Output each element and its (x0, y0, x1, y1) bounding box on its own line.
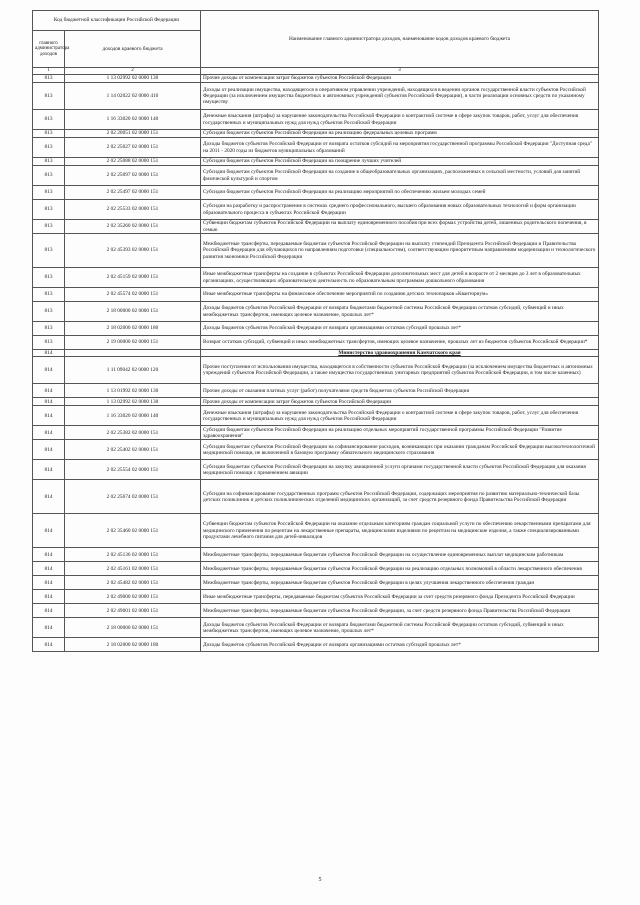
revenue-code-cell: 2 02 35260 02 0000 151 (65, 220, 201, 234)
admin-code-cell: 813 (33, 200, 65, 220)
admin-code-cell: 813 (33, 130, 65, 138)
admin-code-cell: 814 (33, 514, 65, 548)
admin-code-cell: 813 (33, 75, 65, 83)
admin-code-cell: 814 (33, 618, 65, 638)
revenue-name-cell: Субсидии бюджетам субъектов Российской Федерации на закупку авиационной услуги органами государственной власти субъектов Российской Федерации для оказания медицинской помощи с применением авиации (201, 460, 599, 480)
revenue-code-cell: 2 19 00000 02 0000 151 (65, 336, 201, 350)
header-name-column: Наименование главного администратора доходов, наименование кодов доходов краевого бюджета (201, 11, 599, 68)
revenue-code-cell (65, 350, 201, 357)
table-row (33, 234, 599, 268)
revenue-name-cell: Межбюджетные трансферты, передаваемые бюджетам субъектов Российской Федерации в целях улучшения лекарственного обеспечения граждан (201, 576, 599, 590)
revenue-name-cell: Прочие доходы от оказания платных услуг (работ) получателями средств бюджетов субъектов Российской Федерации (201, 384, 599, 398)
admin-code-cell: 814 (33, 357, 65, 384)
revenue-name-cell: Иные межбюджетные трансферты, передаваемые бюджетам субъектов Российской Федерации за счет средств резервного фонда Президента Российской Федерации (201, 590, 599, 604)
revenue-code-cell: 1 14 02022 02 0000 410 (65, 83, 201, 110)
admin-code-cell: 814 (33, 384, 65, 398)
revenue-name-cell: Субвенции бюджетам субъектов Российской Федерации на оказание отдельным категориям граждан социальной услуги по обеспечению лекарственными препаратами для медицинского применения по рецептам на лекарственные препараты, медицинскими изделиями по рецептам на медицинские изделия, а также специализированными продуктами лечебного питания для детей-инвалидов (201, 514, 599, 548)
table-row (33, 166, 599, 186)
table-row (33, 460, 599, 480)
revenue-name-cell: Прочие доходы от компенсации затрат бюджетов субъектов Российской Федерации (201, 398, 599, 406)
table-row (33, 186, 599, 200)
revenue-code-cell: 2 02 25097 02 0000 151 (65, 166, 201, 186)
revenue-name-cell: Доходы от реализации имущества, находящегося в оперативном управлении учреждений, находящихся в ведении органов государственной власти субъектов Российской Федерации (за исключением имущества бюджетных и автономных учреждений субъектов Российской Федерации), в части реализации основных средств по указанному имуществу (201, 83, 599, 110)
column-number: 1 (33, 68, 65, 75)
revenue-code-cell: 2 02 49001 02 0000 151 (65, 604, 201, 618)
revenue-code-cell: 1 16 33020 02 0000 140 (65, 110, 201, 130)
table-row (33, 548, 599, 562)
revenue-name-cell: Доходы бюджетов субъектов Российской Федерации от возврата организациями остатков субсидий прошлых лет* (201, 638, 599, 652)
admin-code-cell: 814 (33, 638, 65, 652)
admin-code-cell: 814 (33, 440, 65, 460)
revenue-code-cell: 2 02 25554 02 0000 151 (65, 460, 201, 480)
table-row (33, 562, 599, 576)
table-row (33, 638, 599, 652)
revenue-code-cell: 2 02 25674 02 0000 151 (65, 480, 201, 514)
revenue-code-cell: 2 18 00000 02 0000 151 (65, 302, 201, 322)
admin-code-cell: 814 (33, 604, 65, 618)
header-budget-classification: Код бюджетной классификации Российской Федерации (33, 11, 201, 31)
revenue-code-cell: 2 02 25382 02 0000 151 (65, 426, 201, 440)
admin-code-cell: 813 (33, 234, 65, 268)
admin-code-cell: 814 (33, 480, 65, 514)
revenue-name-cell: Межбюджетные трансферты, передаваемые бюджетам субъектов Российской Федерации на реализацию отдельных полномочий в области лекарственного обеспечения (201, 562, 599, 576)
admin-code-cell: 814 (33, 460, 65, 480)
revenue-code-cell: 2 18 02000 02 0000 180 (65, 322, 201, 336)
admin-code-cell: 814 (33, 576, 65, 590)
table-row (33, 618, 599, 638)
revenue-name-cell: Доходы бюджетов субъектов Российской Федерации от возврата остатков субсидий на мероприятия государственной программы Российской Федерации "Доступная среда" на 2011 - 2020 годы из бюджетов муниципальных образований (201, 138, 599, 158)
revenue-code-cell: 2 02 25533 02 0000 151 (65, 200, 201, 220)
revenue-name-cell: Субсидии на разработку и распространение в системах среднего профессионального, высшего образования новых образовательных технологий и форм организации образовательного процесса в субъектах Российской Федерации (201, 200, 599, 220)
revenue-code-cell: 2 02 25402 02 0000 151 (65, 440, 201, 460)
admin-code-cell: 813 (33, 322, 65, 336)
table-row (33, 336, 599, 350)
table-row (33, 406, 599, 426)
revenue-code-cell: 2 18 02000 02 0000 180 (65, 638, 201, 652)
admin-code-cell: 814 (33, 548, 65, 562)
revenue-code-cell: 2 02 45161 02 0000 151 (65, 562, 201, 576)
table-row (33, 268, 599, 288)
admin-code-cell: 813 (33, 158, 65, 166)
revenue-name-cell: Субсидии бюджетам субъектов Российской Федерации на реализацию мероприятий по обеспечению жильем молодых семей (201, 186, 599, 200)
table-row (33, 158, 599, 166)
table-row (33, 288, 599, 302)
table-body (33, 75, 599, 652)
revenue-name-cell: Прочие поступления от использования имущества, находящегося в собственности субъектов Российской Федерации (за исключением имущества бюджетных и автономных учреждений субъектов Российской Федерации, а также имущества государственных унитарных предприятий субъектов Российской Федерации, в том числе казенных) (201, 357, 599, 384)
admin-code-cell: 813 (33, 186, 65, 200)
admin-code-cell: 814 (33, 350, 65, 357)
admin-code-cell: 814 (33, 426, 65, 440)
revenue-code-cell: 2 02 45393 02 0000 151 (65, 234, 201, 268)
revenue-code-cell: 1 13 02992 02 0000 130 (65, 75, 201, 83)
revenue-name-cell: Иные межбюджетные трансферты на финансовое обеспечение мероприятий по созданию детских технопарков «Кванториум» (201, 288, 599, 302)
table-row (33, 576, 599, 590)
revenue-code-cell: 2 18 00000 02 0000 151 (65, 618, 201, 638)
table-row (33, 514, 599, 548)
admin-code-cell: 813 (33, 166, 65, 186)
revenue-name-cell: Доходы бюджетов субъектов Российской Федерации от возврата бюджетами бюджетной системы Российской Федерации остатков субсидий, субвенций и иных межбюджетных трансфертов, имеющих целевое назначение, прошлых лет* (201, 302, 599, 322)
column-number: 2 (65, 68, 201, 75)
table-row (33, 604, 599, 618)
revenue-name-cell: Денежные взыскания (штрафы) за нарушение законодательства Российской Федерации о контрактной системе в сфере закупок товаров, работ, услуг для обеспечения государственных и муниципальных нужд для нужд субъектов Российской Федерации (201, 406, 599, 426)
revenue-code-cell: 1 16 33020 02 0000 140 (65, 406, 201, 426)
admin-code-cell: 813 (33, 336, 65, 350)
admin-code-cell: 813 (33, 220, 65, 234)
table-row (33, 130, 599, 138)
header-code-column: доходов краевого бюджета (65, 31, 201, 68)
revenue-code-cell: 1 11 09042 02 0000 120 (65, 357, 201, 384)
revenue-code-cell: 2 02 35460 02 0000 151 (65, 514, 201, 548)
revenue-code-cell: 2 02 45136 02 0000 151 (65, 548, 201, 562)
revenue-name-cell: Межбюджетные трансферты, передаваемые бюджетам субъектов Российской Федерации на осуществление единовременных выплат медицинским работникам (201, 548, 599, 562)
table-row (33, 440, 599, 460)
revenue-code-cell: 1 13 01992 02 0000 130 (65, 384, 201, 398)
revenue-name-cell: Доходы бюджетов субъектов Российской Федерации от возврата организациями остатков субсидий прошлых лет* (201, 322, 599, 336)
revenue-name-cell: Прочие доходы от компенсации затрат бюджетов субъектов Российской Федерации (201, 75, 599, 83)
table-row (33, 398, 599, 406)
revenue-name-cell: Возврат остатков субсидий, субвенций и иных межбюджетных трансфертов, имеющих целевое назначение, прошлых лет из бюджетов субъектов Российской Федерации* (201, 336, 599, 350)
header-admin-column: главного администратора доходов (33, 31, 65, 68)
admin-code-cell: 814 (33, 590, 65, 604)
table-row (33, 83, 599, 110)
table-row (33, 200, 599, 220)
table-row (33, 426, 599, 440)
section-row (33, 350, 599, 357)
revenue-name-cell: Субсидии бюджетам субъектов Российской Федерации на реализацию федеральных целевых программ (201, 130, 599, 138)
table-row (33, 590, 599, 604)
revenue-name-cell: Доходы бюджетов субъектов Российской Федерации от возврата бюджетами бюджетной системы Российской Федерации остатков субсидий, субвенций и иных межбюджетных трансфертов, имеющих целевое назначение, прошлых лет* (201, 618, 599, 638)
revenue-name-cell: Субсидии бюджетам субъектов Российской Федерации на поощрение лучших учителей (201, 158, 599, 166)
column-number: 3 (201, 68, 599, 75)
table-row (33, 357, 599, 384)
admin-code-cell: 813 (33, 288, 65, 302)
revenue-name-cell: Субсидии на софинансирование государственных программ субъектов Российской Федерации, содержащих мероприятия по развитию материально-технической базы детских поликлиник и детских поликлинических отделений медицинских организаций, за счет средств резервного фонда Правительства Российской Федерации (201, 480, 599, 514)
table-row (33, 110, 599, 130)
table-row (33, 384, 599, 398)
revenue-name-cell: Субсидии бюджетам субъектов Российской Федерации на создание в общеобразовательных организациях, расположенных в сельской местности, условий для занятий физической культурой и спортом (201, 166, 599, 186)
revenue-name-cell: Межбюджетные трансферты, передаваемые бюджетам субъектов Российской Федерации, за счет средств резервного фонда Правительства Российской Федерации (201, 604, 599, 618)
revenue-code-cell: 2 02 25088 02 0000 151 (65, 158, 201, 166)
table-row (33, 75, 599, 83)
admin-code-cell: 813 (33, 83, 65, 110)
budget-classification-table (32, 10, 599, 652)
admin-code-cell: 814 (33, 398, 65, 406)
revenue-code-cell: 2 02 45159 02 0000 151 (65, 268, 201, 288)
revenue-code-cell: 2 02 25497 02 0000 151 (65, 186, 201, 200)
revenue-name-cell: Иные межбюджетные трансферты на создание в субъектах Российской Федерации дополнительных мест для детей в возрасте от 2 месяцев до 3 лет в образовательных организациях, осуществляющих образовательную деятельность по образовательным программам дошкольного образования (201, 268, 599, 288)
revenue-name-cell: Субсидии бюджетам субъектов Российской Федерации на софинансирование расходов, возникающих при оказании гражданам Российской Федерации высокотехнологичной медицинской помощи, не включенной в базовую программу обязательного медицинского страхования (201, 440, 599, 460)
page-number: 5 (318, 877, 322, 883)
admin-code-cell: 813 (33, 110, 65, 130)
revenue-code-cell: 2 02 45482 02 0000 151 (65, 576, 201, 590)
admin-code-cell: 814 (33, 406, 65, 426)
section-title-cell: Министерство здравоохранения Камчатского края (201, 350, 599, 357)
revenue-name-cell: Межбюджетные трансферты, передаваемые бюджетам субъектов Российской Федерации на выплату стипендий Президента Российской Федерации и Правительства Российской Федерации для обучающихся по направлениям подготовки (специальностям), соответствующим приоритетным направлениям модернизации и технологического развития экономики Российской Федерации (201, 234, 599, 268)
table-row (33, 302, 599, 322)
revenue-name-cell: Субвенции бюджетам субъектов Российской Федерации на выплату единовременного пособия при всех формах устройства детей, лишенных родительского попечения, в семью (201, 220, 599, 234)
table-row (33, 220, 599, 234)
admin-code-cell: 814 (33, 562, 65, 576)
admin-code-cell: 813 (33, 302, 65, 322)
table-row (33, 480, 599, 514)
table-row (33, 138, 599, 158)
revenue-name-cell: Денежные взыскания (штрафы) за нарушение законодательства Российской Федерации о контрактной системе в сфере закупок товаров, работ, услуг для обеспечения государственных и муниципальных нужд для нужд субъектов Российской Федерации (201, 110, 599, 130)
revenue-code-cell: 2 02 49000 02 0000 151 (65, 590, 201, 604)
revenue-code-cell: 2 02 25027 02 0000 151 (65, 138, 201, 158)
table-row (33, 322, 599, 336)
admin-code-cell: 813 (33, 268, 65, 288)
admin-code-cell: 813 (33, 138, 65, 158)
revenue-name-cell: Субсидии бюджетам субъектов Российской Федерации на реализацию отдельных мероприятий государственной программы Российской Федерации "Развитие здравоохранения" (201, 426, 599, 440)
revenue-code-cell: 2 02 45574 02 0000 151 (65, 288, 201, 302)
revenue-code-cell: 2 02 20051 02 0000 151 (65, 130, 201, 138)
revenue-code-cell: 1 13 02992 02 0000 130 (65, 398, 201, 406)
